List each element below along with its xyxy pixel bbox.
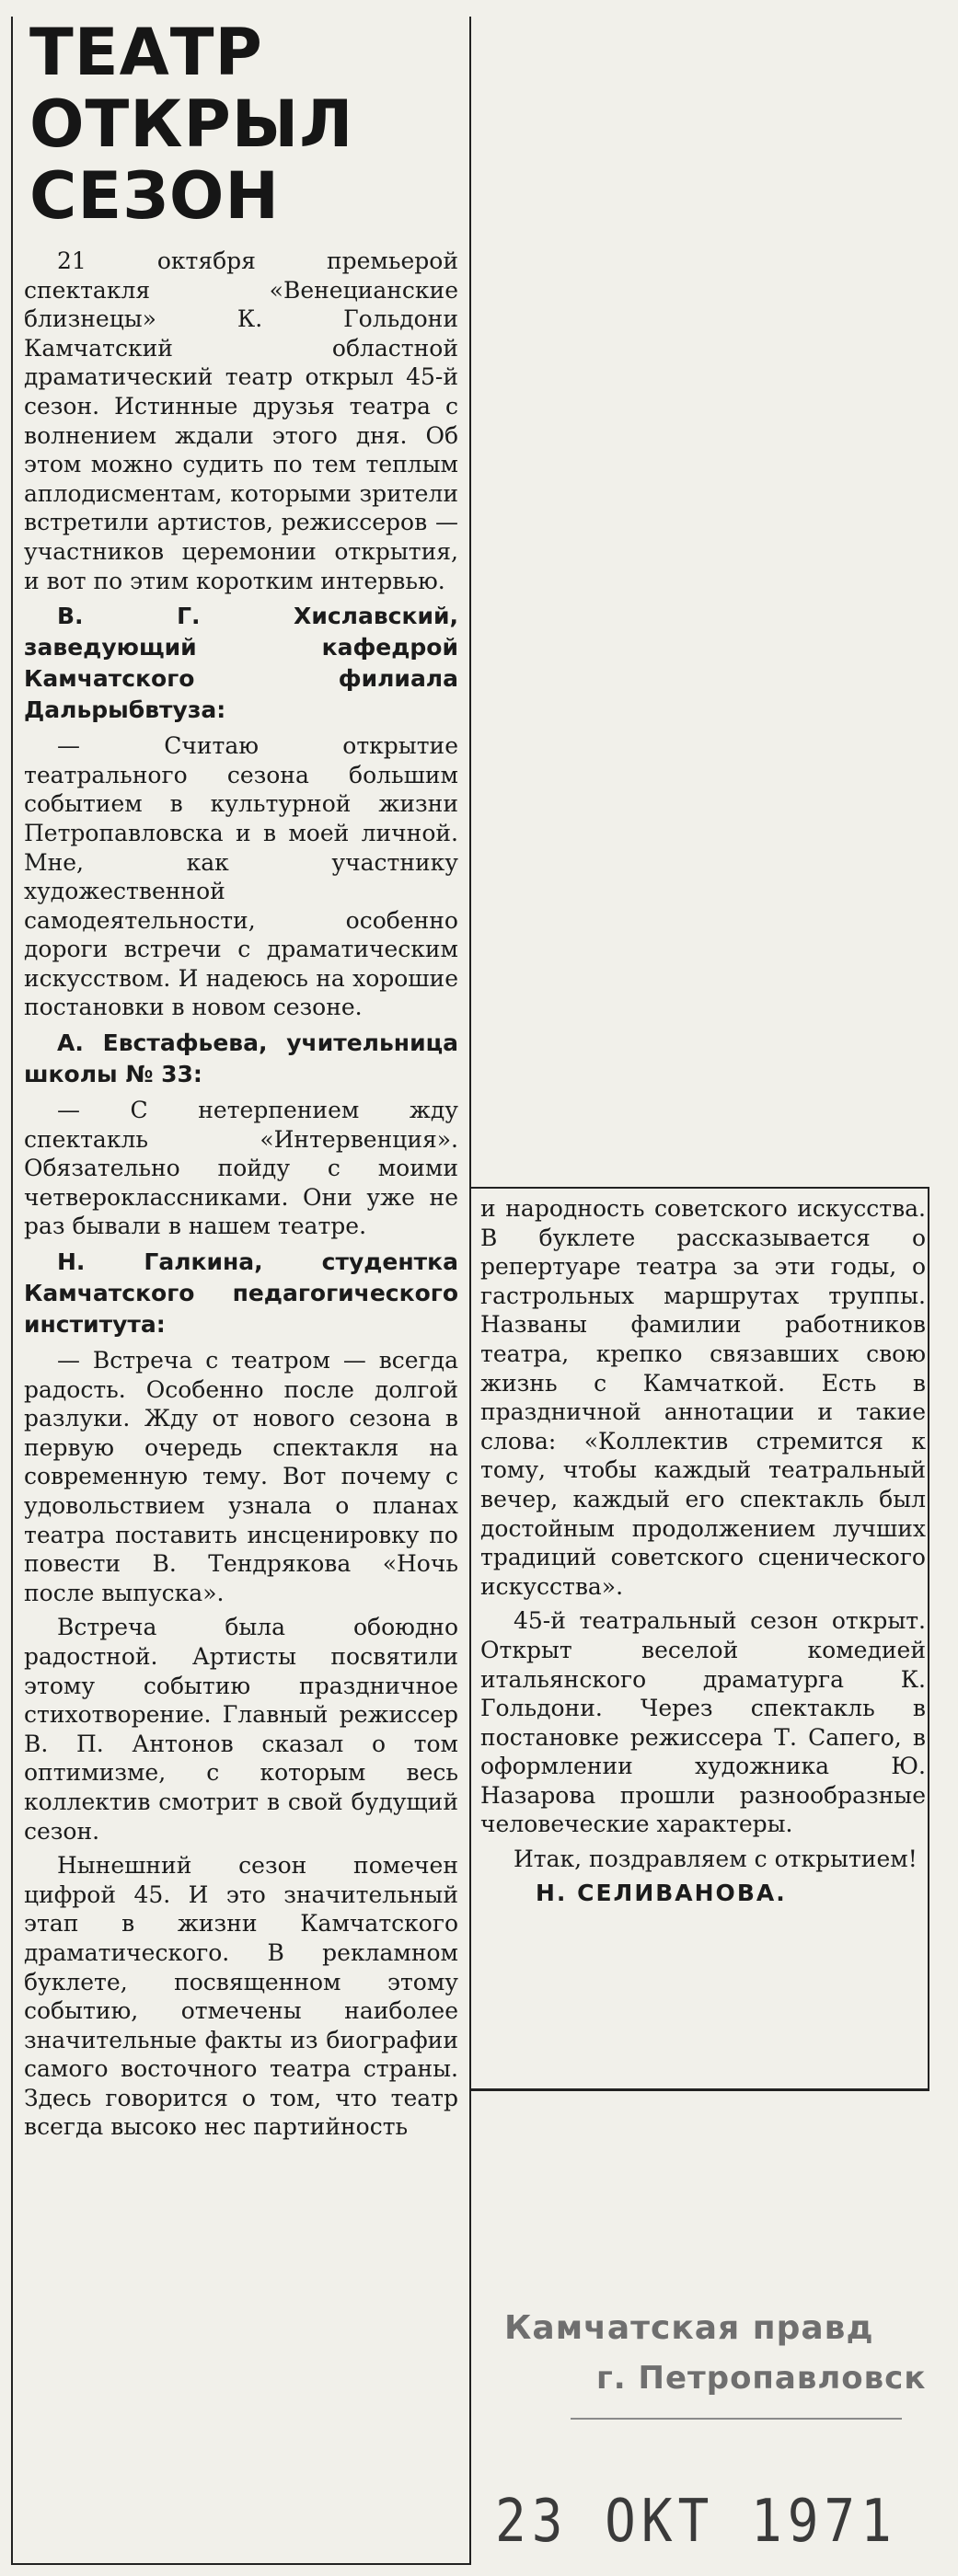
article-intro: 21 октября премьерой спектакля «Венецианские близнецы» К. Гольдони Камчатский областной драматический театр открыл 45-й сезон. Истинные друзья театра с волнением ждали этого дня. Об этом можно судить по тем теплым аплодисментам, которыми зрители встретили артистов, режиссеров — участников церемонии открытия, и вот по этим коротким интервью. [24, 247, 458, 594]
column-divider-rule [469, 17, 471, 2565]
bottom-rule [11, 2563, 471, 2565]
article-column-1 [24, 17, 458, 2147]
paragraph-season-open: 45-й театральный сезон открыт. Открыт веселой комедией итальянского драматурга К. Гольдони. Через спектакль в постановке режиссера Т. Сапего, в оформлении художника Ю. Назарова прошли разнообразные человеческие характеры. [480, 1607, 926, 1838]
column2-bottom-rule [469, 2088, 929, 2091]
paragraph-continued: и народность советского искусства. В буклете рассказывается о репертуаре театра за эти годы, о гастрольных маршрутах труппы. Названы фамилии работников театра, крепко связавших свою жизнь с Камчаткой. Есть в праздничной аннотации и такие слова: «Коллектив стремится к тому, чтобы каждый театральный вечер, каждый его спектакль был достойным продолжением лучших традиций советского сценического искусства». [480, 1195, 926, 1600]
stamp-date: 23 ОКТ 1971 [495, 2487, 897, 2556]
speaker-3: Н. Галкина, студентка Камчатского педагогического института: [24, 1248, 458, 1339]
article-headline: ТЕАТР ОТКРЫЛ СЕЗОН [29, 15, 354, 234]
stamp-newspaper-name: Камчатская правд [504, 2309, 874, 2347]
paragraph-season: Нынешний сезон помечен цифрой 45. И это значительный этап в жизни Камчатского драматического. В рекламном буклете, посвященном этому событию, отмечены наиболее значительные факты из биографии самого восточного театра страны. Здесь говорится о том, что театр всегда высоко нес партийность [24, 1852, 458, 2141]
column2-top-rule [469, 1187, 929, 1189]
speaker-1: В. Г. Хиславский, заведующий кафедрой Камчатского филиала Дальрыбвтуза: [24, 603, 458, 724]
stamp-city: г. Петропавловск [596, 2360, 927, 2397]
quote-2: — С нетерпением жду спектакль «Интервенция». Обязательно пойду с моими четвероклассниками. Они уже не раз бывали в нашем театре. [24, 1097, 458, 1240]
quote-3: — Встреча с театром — всегда радость. Особенно после долгой разлуки. Жду от нового сезона в первую очередь спектакля на современную тему. Вот почему с удовольствием узнала о планах театра поставить инсценировку по повести В. Тендрякова «Ночь после выпуска». [24, 1347, 458, 1606]
paragraph-meeting: Встреча была обоюдно радостной. Артисты посвятили этому событию праздничное стихотворение. Главный режиссер В. П. Антонов сказал о том оптимизме, с которым весь коллектив смотрит в свой будущий сезон. [24, 1614, 458, 1845]
author-signature: Н. СЕЛИВАНОВА. [536, 1879, 787, 1906]
stamp-underline [571, 2418, 902, 2420]
column2-right-rule [928, 1187, 929, 2088]
speaker-2: А. Евстафьева, учительница школы № 33: [24, 1029, 458, 1088]
left-border-rule [11, 17, 13, 2565]
paragraph-congrats: Итак, поздравляем с открытием! [514, 1846, 918, 1873]
quote-1: — Считаю открытие театрального сезона большим событием в культурной жизни Петропавловска и в моей личной. Мне, как участнику художественной самодеятельности, особенно дороги встречи с драматическим искусством. И надеюсь на хорошие постановки в новом сезоне. [24, 732, 458, 1021]
article-column-2 [480, 1194, 926, 1906]
